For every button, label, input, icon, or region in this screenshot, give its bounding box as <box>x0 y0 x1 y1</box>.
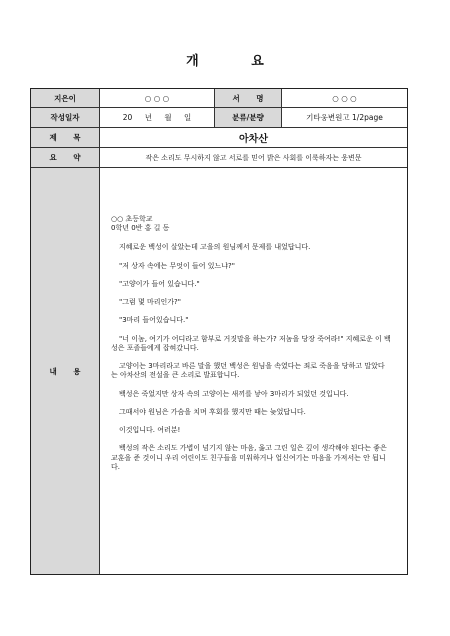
title-value: 아차산 <box>99 128 407 147</box>
author-label: 지은이 <box>31 89 99 107</box>
title-label: 제 목 <box>31 128 99 147</box>
paragraph: "고양이가 들어 있습니다." <box>119 279 200 288</box>
document-heading: 개 요 <box>186 54 288 69</box>
body-label: 내 용 <box>31 168 99 574</box>
author-row <box>31 89 407 108</box>
speaker-value: ○ ○ ○ <box>281 89 407 107</box>
paragraph: 고양이는 3마리라고 바른 말을 했던 백성은 원님을 속였다는 죄로 죽음을 당하고 말았다는 아차산의 전설을 큰 소리로 발표합니다. <box>111 362 385 380</box>
paragraph: "너 이놈, 여기가 어디라고 함부로 거짓말을 하는가? 저놈을 당장 죽여라!" 지혜로운 이 백성은 포졸들에게 잡혀갔니다. <box>111 334 391 352</box>
overview-table <box>30 88 408 575</box>
school-name: ○○ 초등학교 <box>111 215 153 223</box>
category-value: 기타웅변원고 1/2page <box>281 108 407 127</box>
paragraph: "저 상자 속에는 무엇이 들어 있느냐?" <box>119 261 235 270</box>
author-value: ○ ○ ○ <box>99 89 214 107</box>
student-name: 0학년 0반 홍 길 동 <box>111 224 170 233</box>
summary-value: 작은 소리도 무시하지 않고 서로를 믿어 밝은 사회를 이룩하자는 웅변문 <box>99 148 407 167</box>
title-row <box>31 128 407 148</box>
summary-row <box>31 148 407 168</box>
paragraph: 지혜로운 백성이 살았는데 고을의 원님께서 문제를 내었답니다. <box>119 243 311 252</box>
paragraph: "그럼 몇 마리인가?" <box>119 298 181 307</box>
paragraph: 백성은 죽었지만 상자 속의 고양이는 새끼를 낳아 3마리가 되었던 것입니다. <box>119 389 349 398</box>
speaker-label: 서 명 <box>214 89 281 107</box>
summary-label: 요 약 <box>31 148 99 167</box>
date-label: 작성일자 <box>31 108 99 127</box>
body-row <box>31 168 407 574</box>
paragraph: 그때서야 원님은 가슴을 치며 후회를 했지만 때는 늦었답니다. <box>119 407 306 416</box>
paragraph: 이것입니다. 여러분! <box>119 426 181 435</box>
date-row <box>31 108 407 128</box>
speech-content <box>99 168 407 574</box>
date-value: 20 년 월 일 <box>99 108 214 127</box>
paragraph: 백성의 작은 소리도 가볍이 넘기지 않는 마음, 옳고 그린 일은 깊이 생각해야 된다는 좋은 교훈을 준 것이니 우리 어린이도 친구들을 미워하거나 업신여기는 마음을 가져서는 안 됩니다. <box>111 444 387 471</box>
category-label: 분류/분량 <box>214 108 281 127</box>
paragraph: "3마리 들어있습니다." <box>119 316 189 325</box>
